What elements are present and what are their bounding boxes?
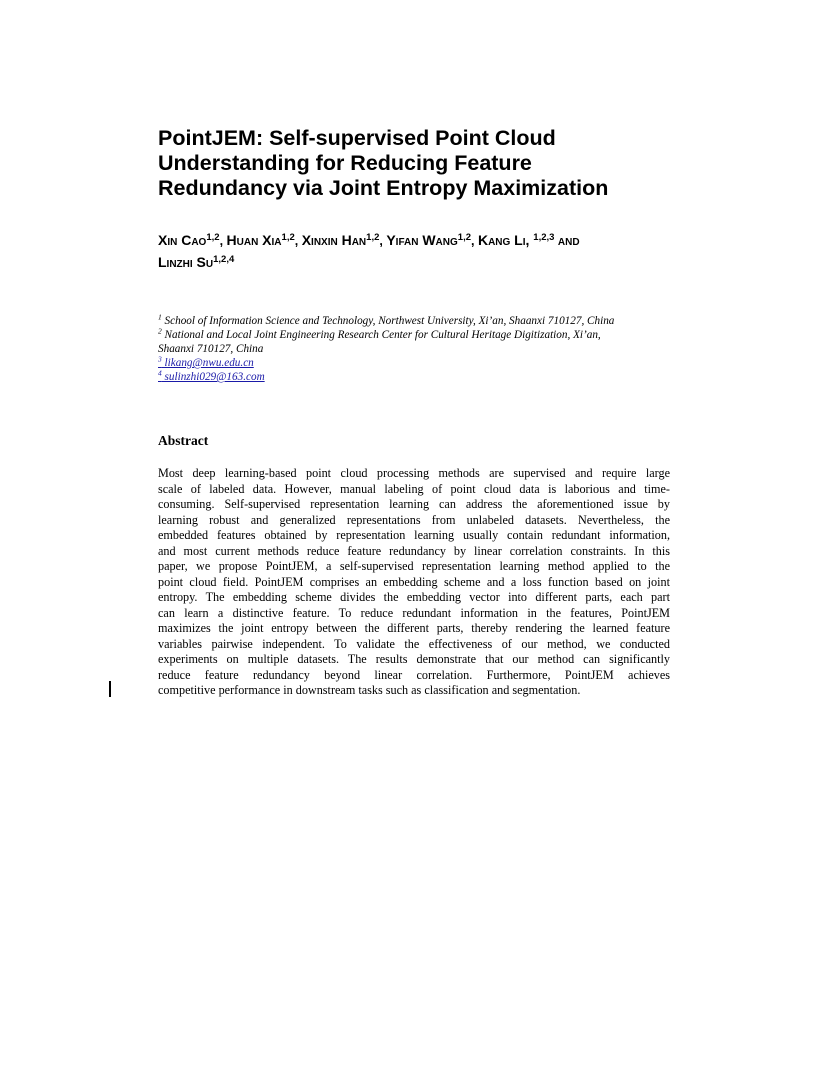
author-and: and	[557, 232, 580, 248]
affiliation-item	[158, 328, 678, 342]
title-line: PointJEM: Self-supervised Point Cloud	[158, 126, 556, 150]
author-name: Xin Cao	[158, 232, 207, 248]
author-line-2	[158, 252, 678, 274]
author-separator: ,	[219, 234, 227, 248]
affiliation-text: Shaanxi 710127, China	[158, 343, 264, 355]
affiliation-text: National and Local Joint Engineering Research Center for Cultural Heritage Digitization, Xi’an,	[161, 329, 601, 341]
author-separator: ,	[294, 234, 302, 248]
abstract-line: embedded features obtained by representation learning usually contain redundant information,	[158, 528, 670, 542]
author-line-1	[158, 230, 678, 252]
abstract-line: reduce feature redundancy beyond linear correlation. Furthermore, PointJEM achieves	[158, 667, 670, 682]
abstract-line: maximizes the joint entropy between the different parts, thereby rendering the learned feature	[158, 621, 670, 635]
affiliation-mark: 2	[158, 326, 162, 336]
abstract-line: paper, we propose PointJEM, a self-supervised representation learning method applied to the	[158, 559, 670, 573]
author-name: Linzhi Su	[158, 254, 214, 270]
author-name: Huan Xia	[226, 232, 282, 248]
abstract-line: learning robust and generalized representations from unlabeled datasets. Nevertheless, the	[158, 512, 670, 527]
affiliation-mark: 1	[158, 312, 162, 322]
email-text: likang@nwu.edu.cn	[161, 357, 254, 369]
abstract-line: scale of labeled data. However, manual labeling of point cloud data is laborious and time-	[158, 481, 670, 496]
author-affiliation-marks: 1,2	[366, 231, 380, 243]
text-cursor	[109, 681, 111, 697]
email-link[interactable]	[158, 370, 678, 384]
abstract-line: entropy. The embedding scheme divides the embedding vector into different parts, each part	[158, 590, 670, 604]
author-affiliation-marks: 1,2,4	[213, 253, 235, 265]
author-separator: ,	[471, 234, 478, 248]
author-affiliation-marks: 1,2	[206, 231, 220, 243]
author-name: Yifan Wang	[386, 232, 458, 248]
paper-title	[158, 126, 678, 201]
abstract-body	[158, 466, 670, 699]
abstract-line: can learn a distinctive feature. To reduce redundant information in the features, PointJEM	[158, 605, 670, 620]
abstract-line: variables pairwise independent. To validate the effectiveness of our method, we conducted	[158, 636, 670, 651]
abstract-line: point cloud field. PointJEM comprises an embedding scheme and a loss function based on joint	[158, 574, 670, 589]
affiliation-item	[158, 314, 678, 328]
affiliation-mark: 3	[158, 354, 162, 364]
title-line: Understanding for Reducing Feature	[158, 151, 532, 175]
abstract-line: consuming. Self-supervised representation learning can address the aforementioned issue by	[158, 497, 670, 511]
author-name: Xinxin Han	[301, 232, 367, 248]
abstract-line: and most current methods reduce feature redundancy by linear correlation constraints. In this	[158, 543, 670, 558]
title-line: Redundancy via Joint Entropy Maximization	[158, 176, 609, 200]
affiliation-item	[158, 342, 678, 356]
email-link[interactable]	[158, 356, 678, 370]
abstract-line: experiments on multiple datasets. The results demonstrate that our method can significantly	[158, 652, 670, 666]
author-affiliation-marks: 1,2	[457, 231, 471, 243]
author-name: Kang Li,	[477, 232, 534, 248]
abstract-line: competitive performance in downstream tasks such as classification and segmentation.	[158, 683, 581, 697]
affiliations	[158, 314, 678, 384]
abstract-heading: Abstract	[158, 433, 209, 448]
affiliation-mark: 4	[158, 368, 162, 378]
author-affiliation-marks: 1,2,3	[533, 231, 555, 243]
author-affiliation-marks: 1,2	[281, 231, 295, 243]
author-list	[158, 230, 678, 274]
author-separator: ,	[379, 234, 387, 248]
affiliation-text: School of Information Science and Technology, Northwest University, Xi’an, Shaanxi 710127, China	[161, 315, 615, 327]
abstract-line: Most deep learning-based point cloud processing methods are supervised and require large	[158, 466, 670, 480]
email-text: sulinzhi029@163.com	[161, 371, 265, 383]
